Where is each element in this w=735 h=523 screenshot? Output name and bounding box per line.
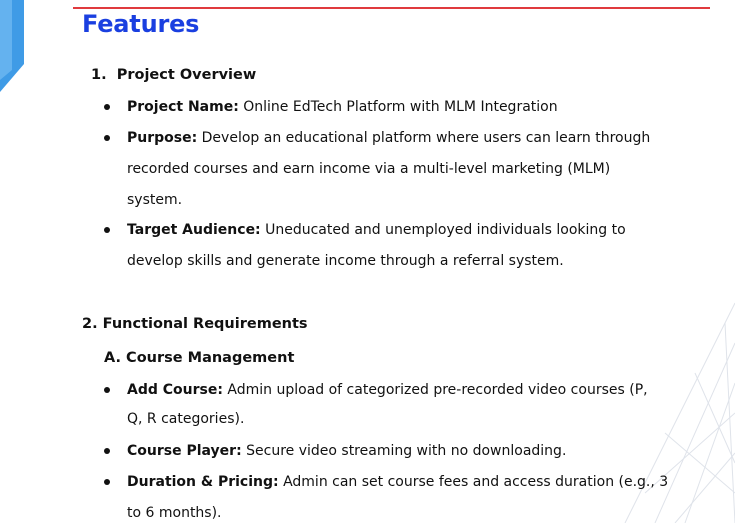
section-1-header [91,66,256,84]
subsection-a-header: A. Course Management [104,350,295,366]
item-text: Develop an educational platform where users can learn through [201,130,651,146]
item-text: Online EdTech Platform with MLM Integration [243,99,558,115]
left-accent-shape [0,0,26,100]
list-item [127,473,668,491]
bullet-icon [104,479,110,485]
item-text-continuation: recorded courses and earn income via a multi-level marketing (MLM) [127,161,611,177]
item-text: Secure video streaming with no downloading. [246,443,567,459]
item-text: Admin can set course fees and access duration (e.g., 3 [283,474,669,490]
page-heading: Features [82,10,200,38]
item-text-continuation: to 6 months). [127,505,222,521]
item-text-continuation: develop skills and generate income through a referral system. [127,253,564,269]
section-1-number: 1. [91,67,107,83]
bullet-icon [104,448,110,454]
list-item [127,98,558,116]
item-text: Uneducated and unemployed individuals looking to [265,222,626,238]
top-rule [73,7,710,9]
list-item [127,442,566,460]
item-text-continuation: system. [127,192,183,208]
section-2-header: 2. Functional Requirements [82,316,308,332]
bullet-icon [104,227,110,233]
list-item [127,129,650,147]
item-text-continuation: Q, R categories). [127,411,245,427]
item-text: Admin upload of categorized pre-recorded video courses (P, [227,382,648,398]
list-item [127,381,648,399]
bullet-icon [104,104,110,110]
bullet-icon [104,387,110,393]
item-label: Duration & Pricing: [127,474,279,490]
item-label: Course Player: [127,443,242,459]
item-label: Purpose: [127,130,198,146]
item-label: Project Name: [127,99,239,115]
item-label: Add Course: [127,382,223,398]
section-1-title: Project Overview [116,67,257,83]
list-item [127,221,626,239]
item-label: Target Audience: [127,222,261,238]
bullet-icon [104,135,110,141]
